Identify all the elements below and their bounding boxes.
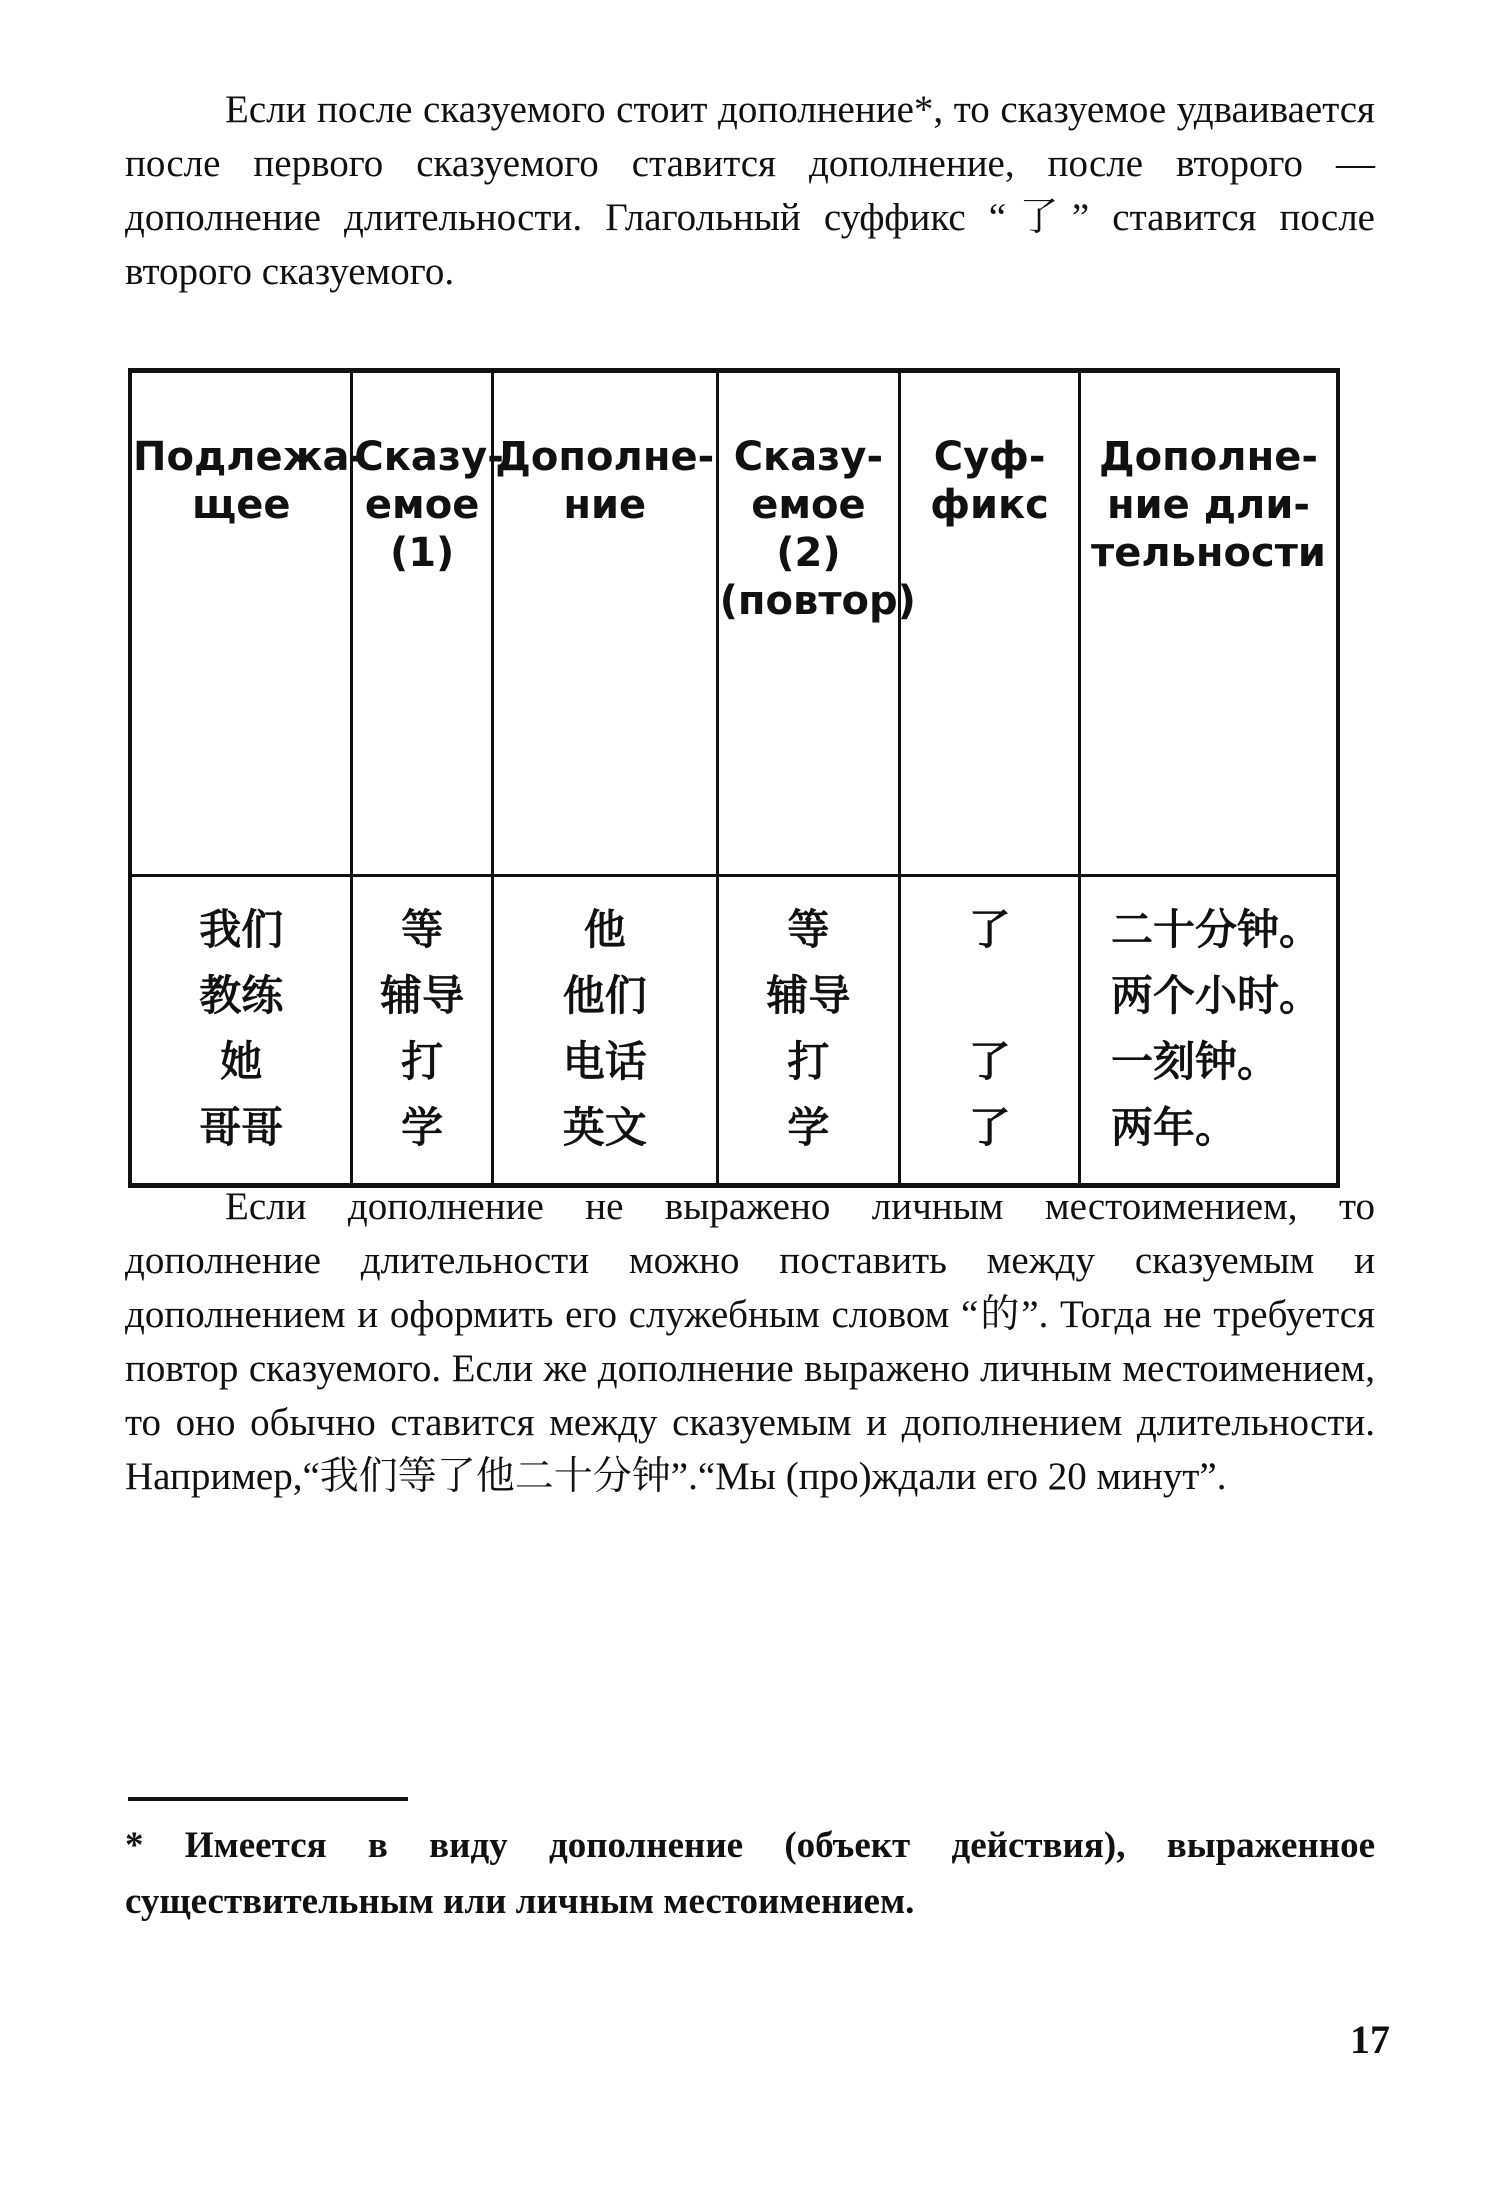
footnote: * Имеется в виду дополнение (объект действия), выраженное существительным или личным местоимением.	[125, 1825, 1375, 1922]
cell-suffix: 了	[900, 876, 1080, 964]
cell-object: 他们	[492, 963, 717, 1029]
cell-duration: 两年。	[1079, 1095, 1338, 1186]
header-duration: Дополне- ние дли- тельности	[1079, 371, 1338, 876]
footnote-divider	[128, 1797, 408, 1801]
cell-duration: 两个小时。	[1079, 963, 1338, 1029]
cell-duration: 一刻钟。	[1079, 1029, 1338, 1095]
header-suffix: Суф- фикс	[900, 371, 1080, 876]
table-row	[130, 1095, 1338, 1186]
table-row	[130, 963, 1338, 1029]
header-predicate-2: Сказу- емое (2) (повтор)	[717, 371, 900, 876]
cell-predicate-2: 辅导	[717, 963, 900, 1029]
cell-predicate-1: 辅导	[352, 963, 492, 1029]
header-subject: Подлежа- щее	[130, 371, 352, 876]
cell-object: 他	[492, 876, 717, 964]
cell-subject: 她	[220, 1037, 263, 1086]
cell-subject: 教练	[199, 971, 284, 1020]
cell-suffix: 了	[900, 1029, 1080, 1095]
explanation-paragraph: Если дополнение не выражено личным местоимением, то дополнение длительности можно поставить между сказуемым и дополнением и оформить его служебным словом “的”. Тогда не требуется повтор сказуемого. Если же дополнение выражено личным местоимением, то оно обычно ставится между сказуемым и дополнением длительности. Например,“我们等了他二十分钟”.“Мы (про)ждали его 20 минут”.	[125, 1185, 1375, 1498]
cell-predicate-2: 学	[717, 1095, 900, 1186]
cell-predicate-2: 等	[717, 876, 900, 964]
cell-predicate-1: 学	[352, 1095, 492, 1186]
cell-subject: 我们	[199, 905, 284, 954]
cell-suffix	[900, 963, 1080, 1029]
cell-object: 英文	[492, 1095, 717, 1186]
cell-predicate-2: 打	[717, 1029, 900, 1095]
header-predicate-1: Сказу- емое (1)	[352, 371, 492, 876]
table-header-row	[130, 371, 1338, 876]
intro-paragraph: Если после сказуемого стоит дополнение*, то сказуемое удваивается после первого сказуемого ставится дополнение, после второго — дополнение длительности. Глагольный суффикс “了” ставится после второго сказуемого.	[125, 88, 1375, 293]
header-object: Дополне- ние	[492, 371, 717, 876]
cell-subject: 哥哥	[199, 1103, 284, 1152]
cell-duration: 二十分钟。	[1079, 876, 1338, 964]
table-row	[130, 1029, 1338, 1095]
page-number: 17	[1350, 2017, 1390, 2062]
cell-object: 电话	[492, 1029, 717, 1095]
cell-suffix: 了	[900, 1095, 1080, 1186]
grammar-table	[128, 368, 1340, 1188]
table-row	[130, 876, 1338, 964]
cell-predicate-1: 打	[352, 1029, 492, 1095]
cell-predicate-1: 等	[352, 876, 492, 964]
